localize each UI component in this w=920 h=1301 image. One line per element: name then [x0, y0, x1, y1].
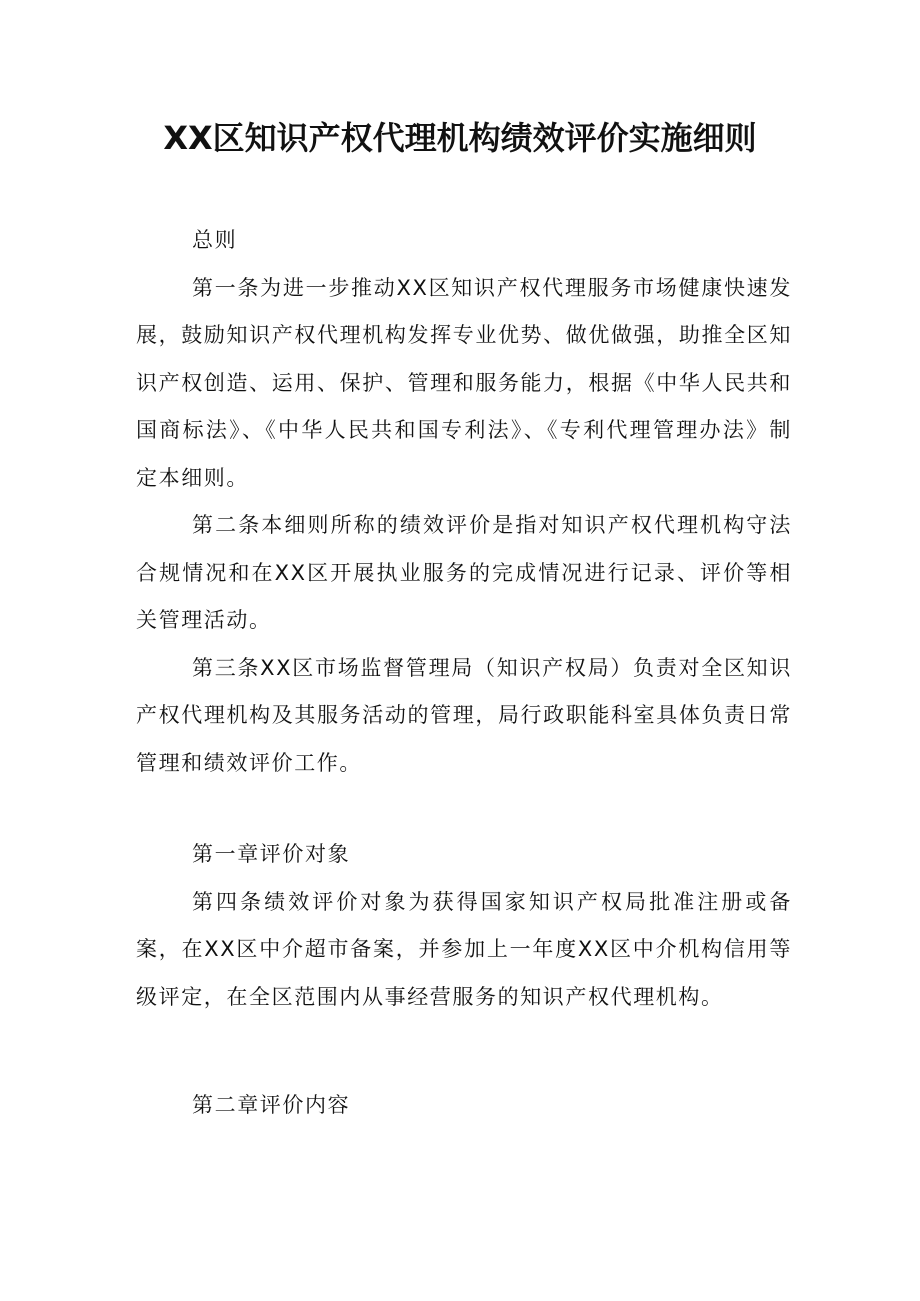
section-spacer: [136, 1021, 792, 1082]
document-body: [136, 217, 792, 1130]
article-4: 第四条绩效评价对象为获得国家知识产权局批准注册或备案，在XX区中介超市备案，并参加上一年度XX区中介机构信用等级评定，在全区范围内从事经营服务的知识产权代理机构。: [136, 889, 792, 1009]
section-spacer: [136, 787, 792, 831]
section-heading-chapter1: 第一章评价对象: [192, 842, 351, 866]
section-heading-chapter2: 第二章评价内容: [192, 1093, 351, 1117]
section-heading-general: 总则: [192, 228, 238, 252]
document-title: XX区知识产权代理机构绩效评价实施细则: [163, 119, 757, 157]
article-1: 第一条为进一步推动XX区知识产权代理服务市场健康快速发展，鼓励知识产权代理机构发挥专业优势、做优做强，助推全区知识产权创造、运用、保护、管理和服务能力，根据《中华人民共和国商标法》、《中华人民共和国专利法》、《专利代理管理办法》制定本细则。: [136, 275, 792, 490]
article-3: 第三条XX区市场监督管理局（知识产权局）负责对全区知识产权代理机构及其服务活动的管理，局行政职能科室具体负责日常管理和绩效评价工作。: [136, 655, 792, 775]
article-2: 第二条本细则所称的绩效评价是指对知识产权代理机构守法合规情况和在XX区开展执业服务的完成情况进行记录、评价等相关管理活动。: [136, 513, 792, 632]
